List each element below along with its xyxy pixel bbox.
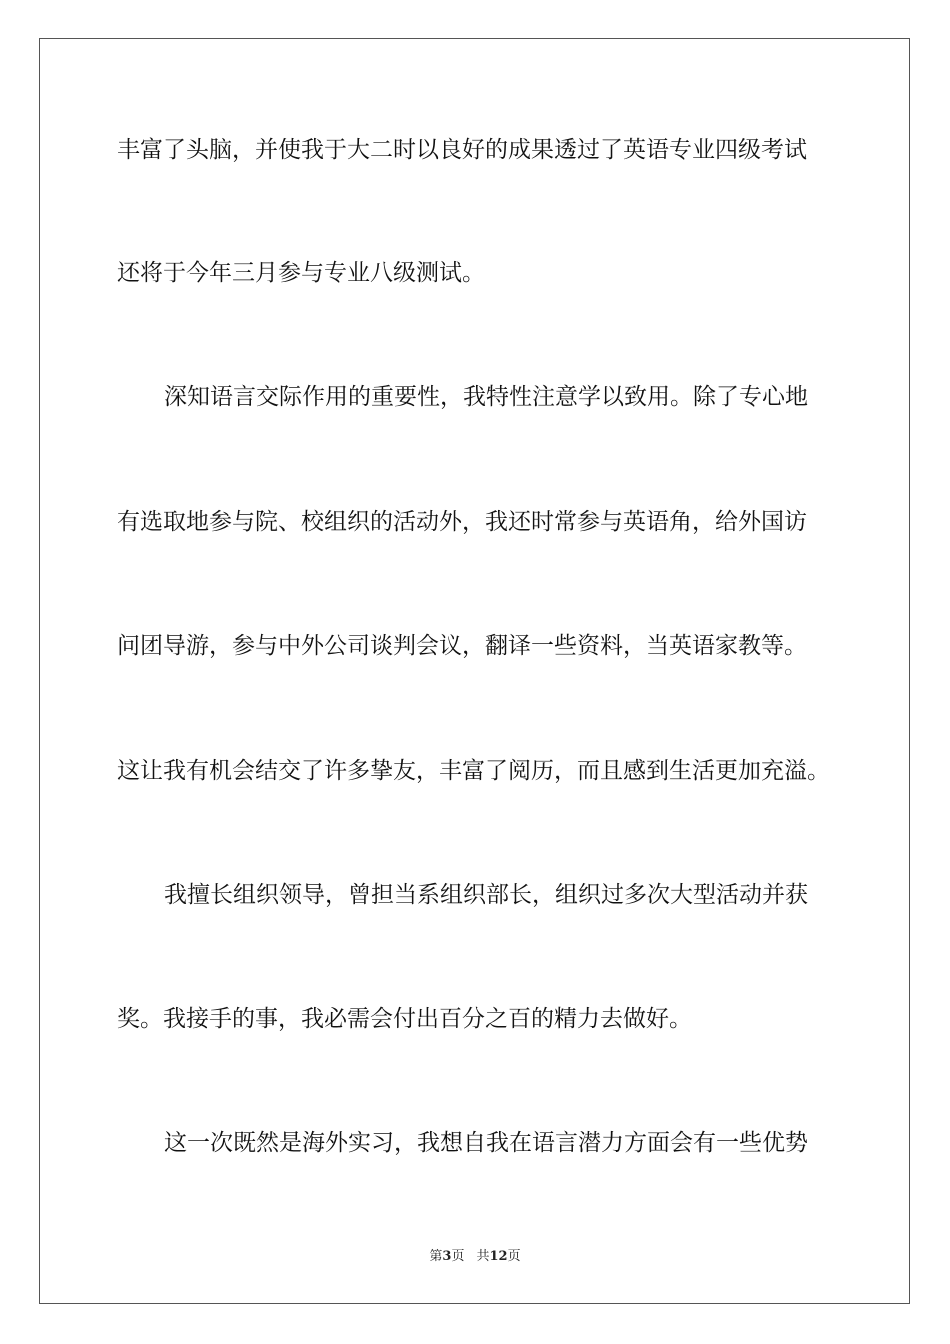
total-pages-number: 12 bbox=[489, 1249, 508, 1264]
body-text-line-9: 这一次既然是海外实习，我想自我在语言潜力方面会有一些优势 bbox=[164, 1130, 808, 1156]
body-text-line-3: 深知语言交际作用的重要性，我特性注意学以致用。除了专心地 bbox=[164, 384, 808, 410]
page-footer bbox=[0, 1245, 950, 1264]
page-suffix: 页 bbox=[451, 1249, 465, 1264]
body-text-line-2: 还将于今年三月参与专业八级测试。 bbox=[117, 260, 485, 286]
total-prefix: 共 bbox=[476, 1249, 490, 1264]
body-text-line-5: 问团导游，参与中外公司谈判会议，翻译一些资料，当英语家教等。 bbox=[117, 633, 807, 659]
total-suffix: 页 bbox=[507, 1249, 521, 1264]
current-page-number: 3 bbox=[442, 1249, 452, 1264]
body-text-line-6: 这让我有机会结交了许多挚友，丰富了阅历，而且感到生活更加充溢。 bbox=[117, 758, 830, 784]
page-border bbox=[39, 38, 910, 1304]
page-prefix: 第 bbox=[429, 1249, 443, 1264]
body-text-line-4: 有选取地参与院、校组织的活动外，我还时常参与英语角，给外国访 bbox=[117, 509, 807, 535]
body-text-line-1: 丰富了头脑，并使我于大二时以良好的成果透过了英语专业四级考试 bbox=[117, 137, 807, 163]
body-text-line-8: 奖。我接手的事，我必需会付出百分之百的精力去做好。 bbox=[117, 1006, 692, 1032]
body-text-line-7: 我擅长组织领导，曾担当系组织部长，组织过多次大型活动并获 bbox=[164, 882, 808, 908]
